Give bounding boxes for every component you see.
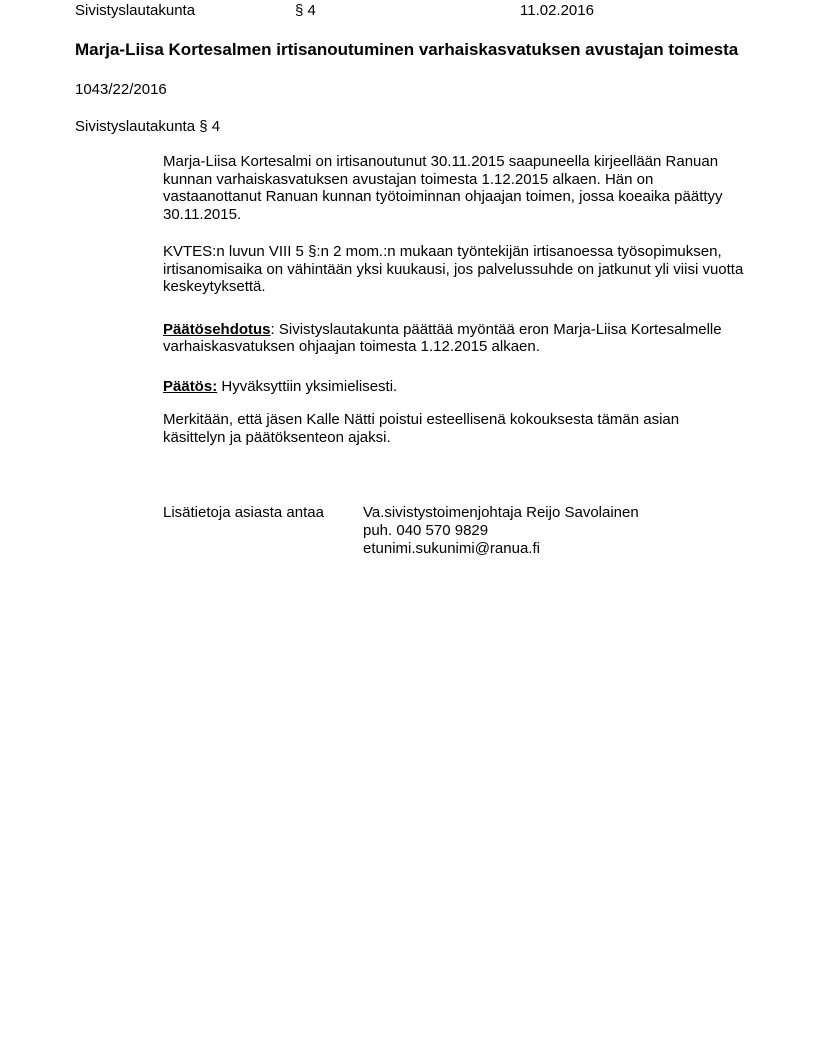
document-header (75, 2, 740, 20)
decision-label: Päätös: (163, 377, 218, 395)
paragraph-decision (163, 378, 745, 396)
contact-label: Lisätietoja asiasta antaa (163, 504, 324, 521)
contact-phone: puh. 040 570 9829 (363, 522, 489, 539)
committee-name: Sivistyslautakunta (75, 2, 196, 19)
contact-details (363, 504, 740, 558)
proposal-label: Päätösehdotus (163, 320, 271, 338)
case-number: 1043/22/2016 (75, 81, 167, 98)
contact-info (163, 504, 740, 558)
document-body (163, 153, 745, 446)
section-number: § 4 (295, 2, 316, 19)
section-heading: Sivistyslautakunta § 4 (75, 118, 221, 135)
document-title: Marja-Liisa Kortesalmen irtisanoutuminen varhaiskasvatuksen avustajan toimesta (75, 40, 739, 59)
decision-text: Hyväksyttiin yksimielisesti. (217, 377, 398, 395)
document-date: 11.02.2016 (520, 2, 594, 19)
paragraph-resignation: Marja-Liisa Kortesalmi on irtisanoutunut 30.11.2015 saapuneella kirjeellään Ranuan kunnan varhaiskasvatuksen avustajan toimesta 1.12.2015 alkaen. Hän on vastaanottanut Ranuan kunnan työtoiminnan ohjaajan toimen, jossa koeaika päättyy 30.11.2015. (163, 153, 723, 223)
paragraph-proposal (163, 321, 745, 356)
contact-email: etunimi.sukunimi@ranua.fi (363, 540, 540, 557)
paragraph-note: Merkitään, että jäsen Kalle Nätti poistui esteellisenä kokouksesta tämän asian käsittelyn ja päätöksenteon ajaksi. (163, 411, 680, 446)
paragraph-kvtes: KVTES:n luvun VIII 5 §:n 2 mom.:n mukaan työntekijän irtisanoessa työsopimuksen, irtisanomisaika on vähintään yksi kuukausi, jos palvelussuhde on jatkunut yli viisi vuotta keskeytyksettä. (163, 243, 744, 295)
proposal-text: : Sivistyslautakunta päättää myöntää eron Marja-Liisa Kortesalmelle varhaiskasvatuksen ohjaajan toimesta 1.12.2015 alkaen. (163, 320, 722, 355)
contact-person: Va.sivistystoimenjohtaja Reijo Savolainen (363, 504, 639, 521)
